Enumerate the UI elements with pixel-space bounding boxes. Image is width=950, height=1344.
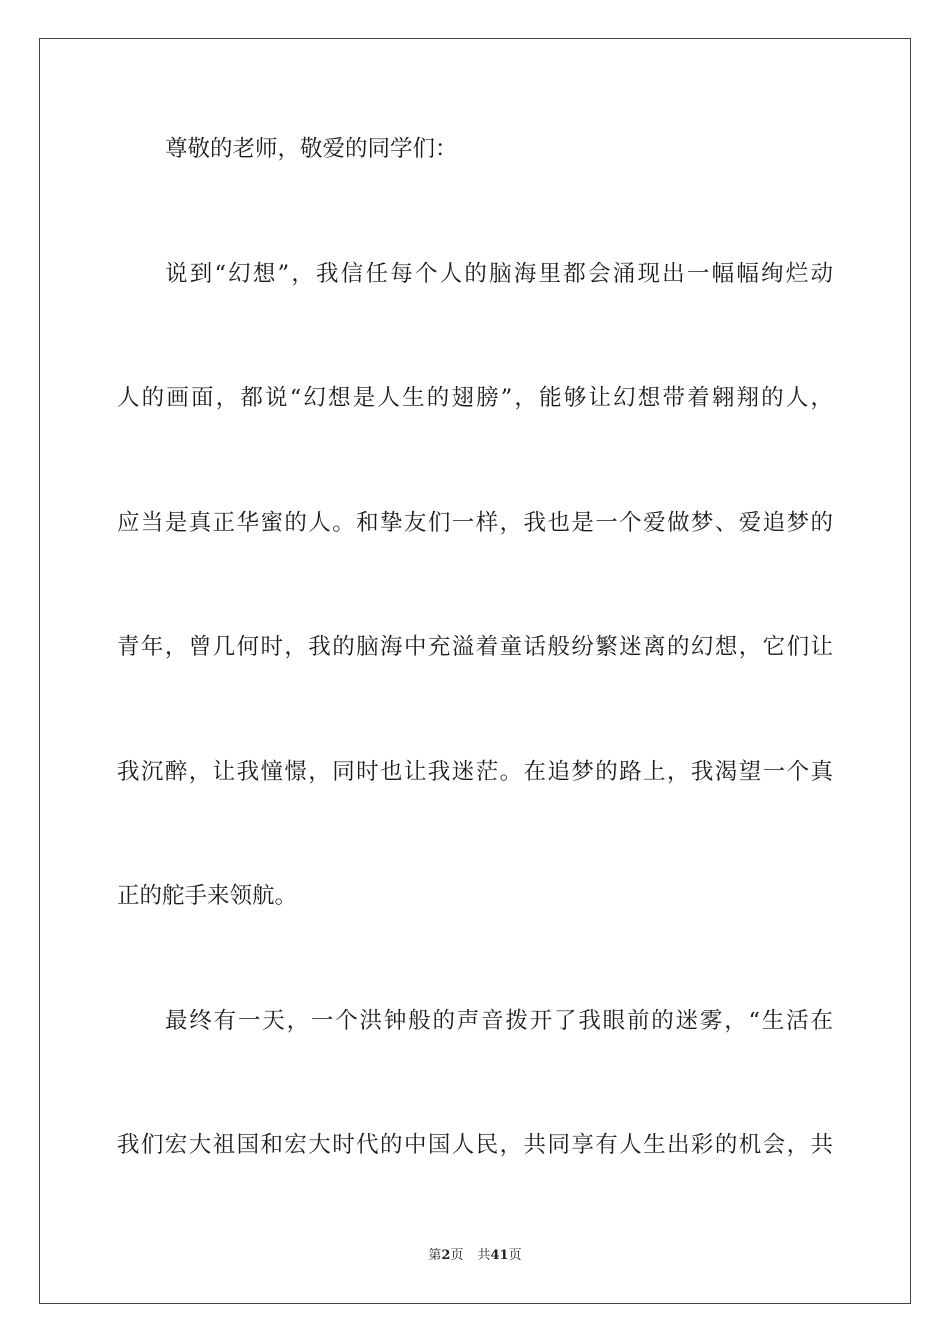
page-footer: [0, 1247, 950, 1265]
total-prefix: 共: [477, 1248, 491, 1263]
paragraph-1-line-2: 人的画面，都说“幻想是人生的翅膀”，能够让幻想带着翱翔的人，: [117, 385, 833, 411]
paragraph-1-line-6: 正的舵手来领航。: [117, 883, 298, 909]
total-suffix: 页: [508, 1248, 522, 1263]
paragraph-1-line-5: 我沉醉，让我憧憬，同时也让我迷茫。在追梦的路上，我渴望一个真: [117, 759, 833, 785]
salutation-line: 尊敬的老师，敬爱的同学们：: [165, 136, 458, 162]
paragraph-1-line-4: 青年，曾几何时，我的脑海中充溢着童话般纷繁迷离的幻想，它们让: [117, 634, 833, 660]
total-pages: 41: [490, 1248, 509, 1263]
page-suffix: 页: [450, 1248, 464, 1263]
page-prefix: 第: [428, 1248, 442, 1263]
paragraph-1-line-3: 应当是真正华蜜的人。和挚友们一样，我也是一个爱做梦、爱追梦的: [117, 510, 833, 536]
paragraph-2-line-2: 我们宏大祖国和宏大时代的中国人民，共同享有人生出彩的机会，共: [117, 1132, 833, 1158]
paragraph-1-line-1: 说到“幻想”，我信任每个人的脑海里都会涌现出一幅幅绚烂动: [165, 261, 833, 287]
page-number: 2: [441, 1248, 451, 1263]
page-border: [39, 38, 911, 1304]
paragraph-2-line-1: 最终有一天，一个洪钟般的声音拨开了我眼前的迷雾，“生活在: [165, 1008, 833, 1034]
